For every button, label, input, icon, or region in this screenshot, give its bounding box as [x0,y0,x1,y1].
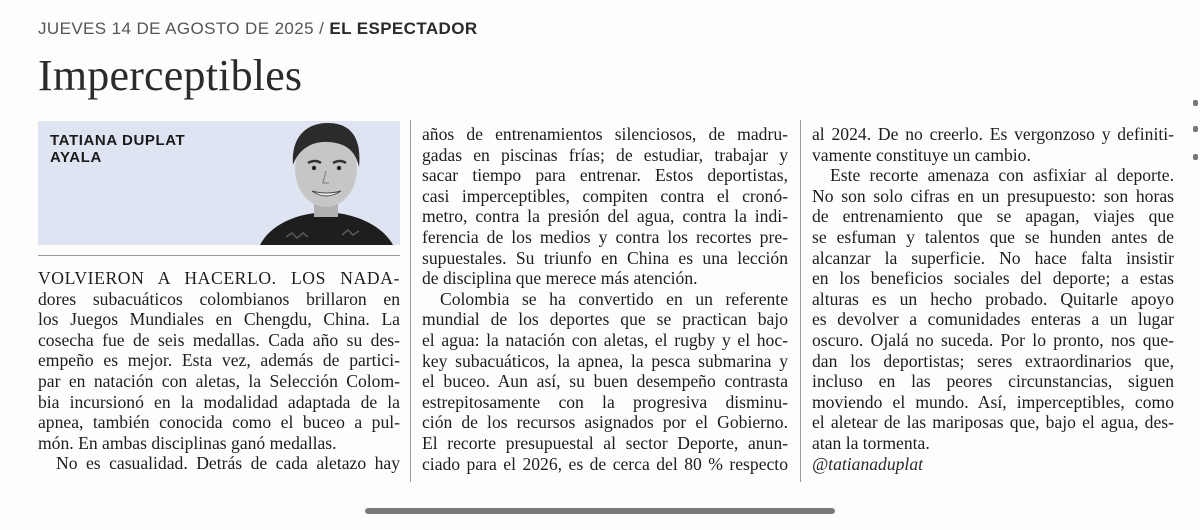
author-box [38,121,400,245]
text-line: ciado para el 2026, es de cerca del 80 % respecto [422,453,788,474]
edge-mark [1193,154,1198,160]
author-name [50,132,240,166]
author-box-rule [38,255,400,256]
text-line: apnea, también conocida como el buceo a pul- [38,412,400,433]
headline: Imperceptibles [38,51,303,100]
text-line: dores subacuáticos colombianos brillaron en [38,288,400,309]
text-line: el aletear de las mariposas que, bajo el agua, des- [812,412,1174,433]
text-line: sacar tiempo para entrenar. Estos deportistas, [422,165,788,186]
text-line: dan los deportistas; seres extraordinarios que, [812,350,1174,371]
text-line: empeño es mejor. Esta vez, además de partici- [38,350,400,371]
text-line: incluso en las peores circunstancias, siguen [812,371,1174,392]
text-line: el agua: la natación con aletas, el rugby y el hoc- [422,329,788,350]
text-line: Este recorte amenaza con asfixiar al deporte. [830,165,1174,186]
paragraph [38,268,400,453]
author-name-line1: TATIANA DUPLAT [50,132,186,149]
author-portrait [250,121,400,245]
author-name-line2: AYALA [50,149,102,166]
text-line: estrepitosamente con la progresiva disminu- [422,391,788,412]
text-line: se esfuman y talentos que se hunden antes de [812,226,1174,247]
text-line: mundial de los deportes que se practican bajo [422,309,788,330]
dateline [38,19,478,39]
text-line: gadas en piscinas frías; de estudiar, trabajar y [422,144,788,165]
publication-name: EL ESPECTADOR [329,19,478,38]
column-3 [812,124,1174,474]
paragraph [812,165,1174,453]
text-line: los Juegos Mundiales en Chengdu, China. La [38,309,400,330]
date: JUEVES 14 DE AGOSTO DE 2025 [38,19,314,38]
column-2 [422,124,788,474]
text-line: Colombia se ha convertido en un referente [440,288,788,309]
text-line: de entrenamiento que se apagan, viajes que [812,206,1174,227]
text-line: alcanzar la superficie. No hace falta insistir [812,247,1174,268]
text-line: de disciplina que merece más atención. [422,268,698,289]
edge-mark [1193,100,1198,106]
text-line: vamente constituye un cambio. [812,144,1031,165]
text-line: casi imperceptibles, compiten contra el cronó- [422,185,788,206]
text-line: atan la tormenta. [812,432,930,453]
paragraph [422,124,788,289]
edge-mark [1193,126,1198,132]
text-line: món. En ambas disciplinas ganó medallas. [38,432,337,453]
text-line: el buceo. Aun así, su buen desempeño contrasta [422,371,788,392]
text-line: metro, contra la presión del agua, contra la indi- [422,206,788,227]
text-line: en los beneficios sociales del deporte; a estas [812,268,1174,289]
text-line: años de entrenamientos silenciosos, de madru- [422,124,788,144]
text-line: oscuro. Ojalá no suceda. Por lo pronto, nos que- [812,329,1174,350]
text-line: No es casualidad. Detrás de cada aletazo hay [56,453,400,474]
text-line: supuestales. Su triunfo en China es una lección [422,247,788,268]
text-line: par en natación con aletas, la Selección Colom- [38,370,400,391]
dateline-separator: / [314,19,330,38]
text-line: ción de los recursos asignados por el Gobierno. [422,412,788,433]
paragraph [38,453,400,474]
text-line: alturas es un hecho probado. Quitarle apoyo [812,288,1174,309]
text-line: El recorte presupuestal al sector Deporte, anun- [422,432,788,453]
text-line: moviendo el mundo. Así, imperceptibles, como [812,391,1174,412]
paragraph [812,124,1174,165]
text-line: key subacuáticos, la apnea, la pesca submarina y [422,350,788,371]
horizontal-scrollbar[interactable] [365,508,835,514]
paragraph [422,289,788,474]
column-divider-right [800,120,801,482]
column-divider-left [410,120,411,482]
text-line: al 2024. De no creerlo. Es vergonzoso y definiti- [812,124,1174,144]
text-line: cosecha fue de seis medallas. Cada año su des- [38,329,400,350]
author-twitter-handle: @tatianaduplat [812,453,924,474]
text-line: ferencia de los medios y contra los recortes pre- [422,226,788,247]
text-line: bia incursionó en la modalidad adaptada de la [38,391,400,412]
text-line: No son solo cifras en un presupuesto: son horas [812,185,1174,206]
column-1 [38,268,400,474]
text-line: VOLVIERON A HACERLO. LOS NADA- [38,268,400,288]
text-line: es devolver a comunidades enteras a un lugar [812,309,1174,330]
